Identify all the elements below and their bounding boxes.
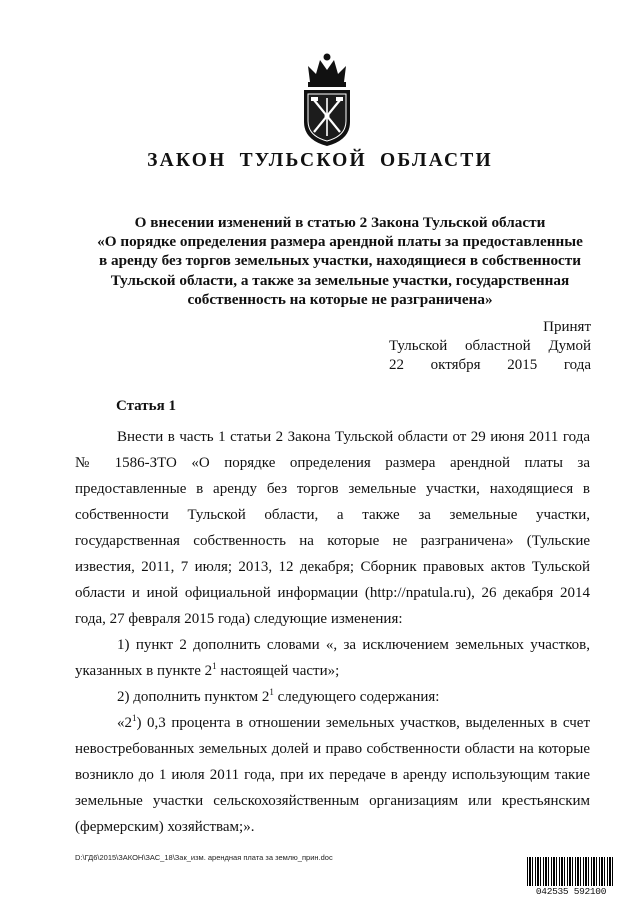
- text-span: 1) пункт 2 дополнить словами «, за исключением земельных участков, указанных в пункте 2: [75, 637, 590, 679]
- barcode-number: 042535 592100: [527, 886, 615, 897]
- subject-line: О внесении изменений в статью 2 Закона Тульской области: [134, 214, 546, 231]
- adoption-word: 22: [389, 357, 404, 373]
- subject-line: собственность на которые не разграничена»: [187, 290, 493, 308]
- article-heading: Статья 1: [116, 398, 176, 414]
- adoption-line: Принят: [543, 319, 591, 335]
- tula-coat-of-arms-icon: [296, 52, 358, 148]
- text-span: ) 0,3 процента в отношении земельных участков, выделенных в счет невостребованных земельных долей и право собственности области на которые возникло до 1 июля 2011 года, при их передаче в аренду использующим такие земельные участки сельскохозяйственным организациям или крестьянским (фермерским) хозяйствам;».: [75, 715, 590, 835]
- adoption-line: [389, 337, 591, 356]
- quoted-clause: [75, 710, 590, 840]
- subject-line: Тульской области, а также за земельные участки, государственная: [110, 271, 570, 289]
- text-span: «2: [117, 715, 132, 731]
- superscript: 1: [269, 687, 274, 697]
- barcode: [527, 857, 615, 897]
- subject-line: «О порядке определения размера арендной платы за предоставленные: [97, 233, 583, 251]
- superscript: 1: [212, 661, 217, 671]
- adoption-word: Тульской: [389, 338, 448, 354]
- text-span: следующего содержания:: [273, 689, 440, 705]
- adoption-word: октября: [430, 357, 481, 373]
- article-body: [75, 424, 590, 840]
- subject-line: в аренду без торгов земельных участки, находящиеся в собственности: [99, 252, 581, 270]
- barcode-bars: [527, 857, 615, 887]
- text-span: 2) дополнить пунктом 2: [117, 689, 270, 705]
- law-title: ЗАКОН ТУЛЬСКОЙ ОБЛАСТИ: [147, 150, 493, 171]
- paragraph: Внести в часть 1 статьи 2 Закона Тульской области от 29 июня 2011 года № 1586-ЗТО «О порядке определения размера арендной платы за предоставленные в аренду без торгов земельные участки, находящиеся в собственности Тульской области, а также за земельные участки, государственная собственность на которые не разграничена» (Тульские известия, 2011, 7 июля; 2013, 12 декабря; Сборник правовых актов Тульской области и иной официальной информации (http://npatula.ru), 26 декабря 2014 года, 27 февраля 2015 года) следующие изменения:: [75, 429, 590, 627]
- adoption-word: областной: [465, 338, 531, 354]
- file-path: D:\ГД6\2015\ЗАКОН\ЗАС_18\Зак_изм. арендная плата за землю_прин.doc: [75, 853, 333, 862]
- adoption-date: [389, 356, 591, 375]
- superscript: 1: [132, 713, 137, 723]
- amendment-item-1: [75, 632, 590, 684]
- adoption-word: года: [563, 357, 591, 373]
- adoption-word: Думой: [548, 338, 591, 354]
- adoption-block: [389, 318, 591, 375]
- adoption-word: 2015: [507, 357, 538, 373]
- law-subject: [70, 213, 610, 309]
- text-span: настоящей части»;: [216, 663, 340, 679]
- amendment-item-2: [75, 684, 590, 710]
